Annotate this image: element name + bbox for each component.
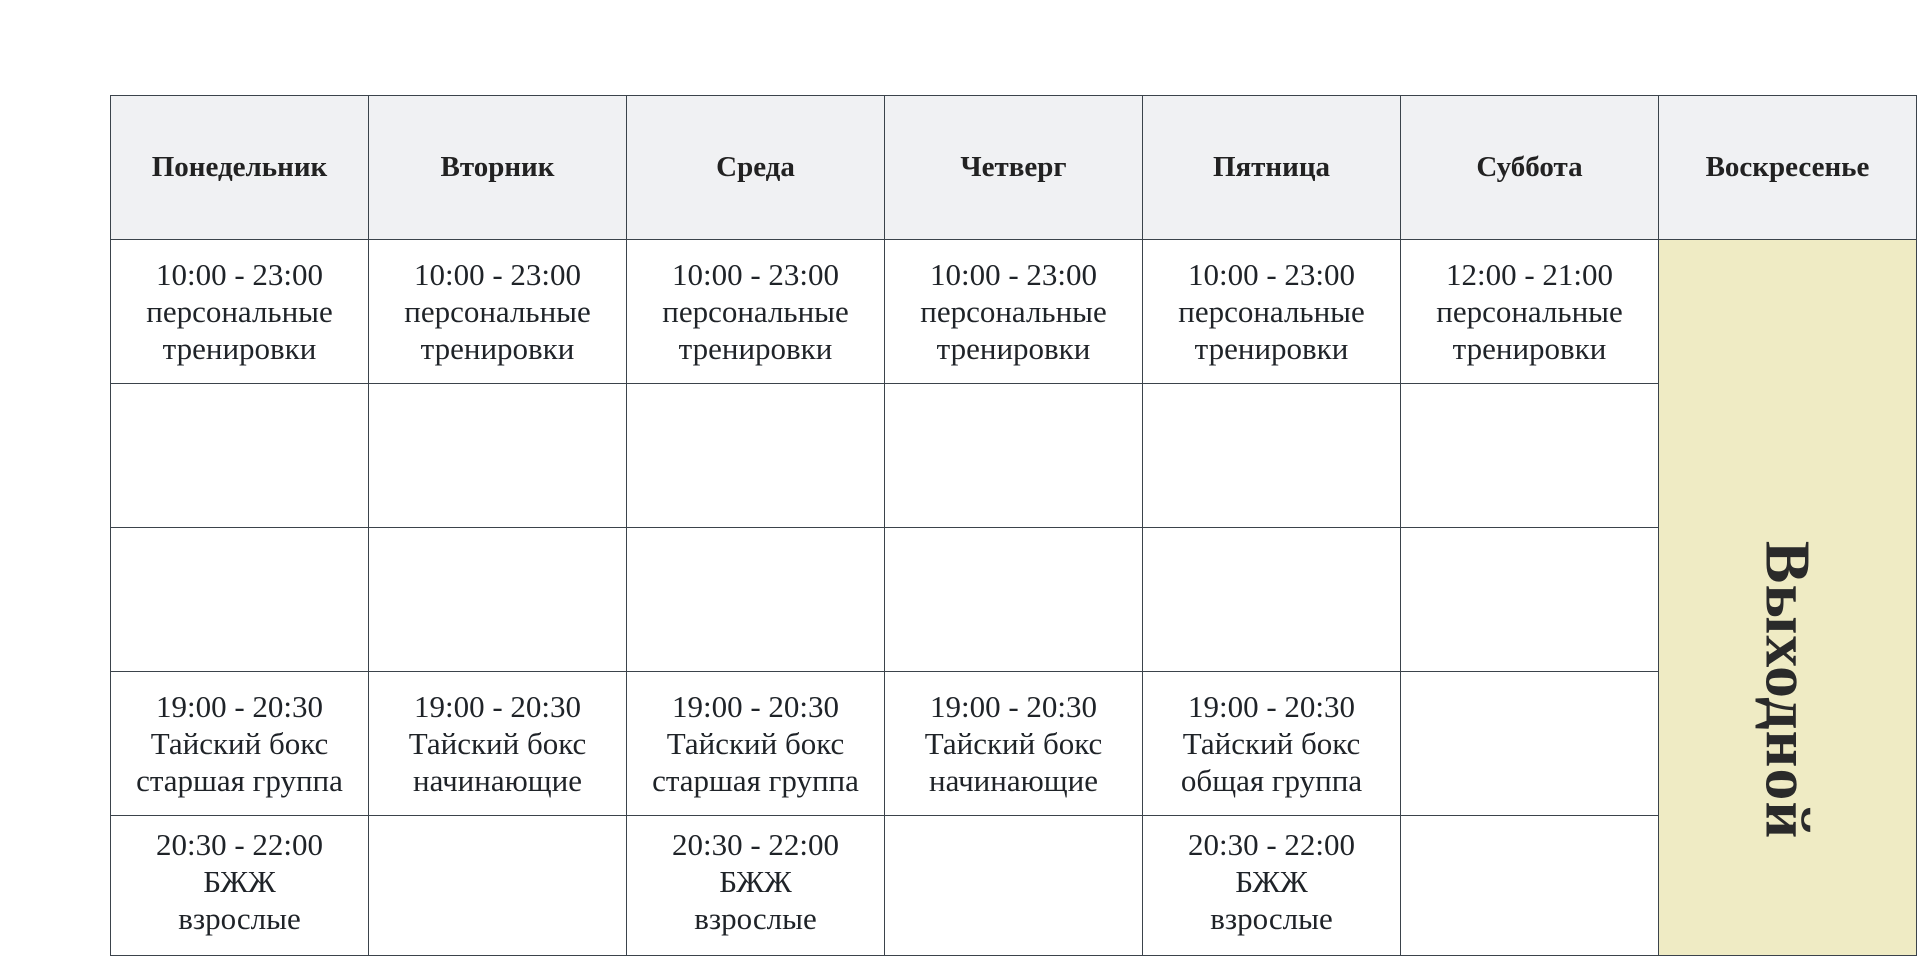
session-time: 10:00 - 23:00 (1187, 257, 1356, 292)
session-label: начинающие (412, 763, 583, 798)
session-label: взрослые (178, 901, 301, 936)
slot-thursday (885, 672, 1143, 816)
session-label: общая группа (1180, 763, 1363, 798)
slot-wednesday (627, 384, 885, 528)
session-label: тренировки (1452, 331, 1607, 366)
session-label: тренировки (420, 331, 575, 366)
slot-saturday (1401, 672, 1659, 816)
sunday-day-off-cell (1659, 240, 1917, 956)
slot-wednesday (627, 240, 885, 384)
header-row (111, 96, 1917, 240)
session-label: персональные (404, 294, 591, 329)
session-label: Тайский бокс (150, 726, 329, 761)
day-header-thursday: Четверг (885, 96, 1143, 240)
session-time: 20:30 - 22:00 (155, 827, 324, 862)
slot-thursday (885, 528, 1143, 672)
schedule-row (111, 672, 1917, 816)
slot-friday (1143, 384, 1401, 528)
day-header-wednesday: Среда (627, 96, 885, 240)
session-label: старшая группа (652, 763, 859, 798)
slot-saturday (1401, 816, 1659, 956)
session-time: 19:00 - 20:30 (929, 689, 1098, 724)
session-label: взрослые (1210, 901, 1333, 936)
slot-monday (111, 528, 369, 672)
slot-tuesday (369, 384, 627, 528)
day-header-tuesday: Вторник (369, 96, 627, 240)
session-label: БЖЖ (719, 864, 792, 899)
session-label: персональные (146, 294, 333, 329)
slot-saturday (1401, 240, 1659, 384)
session-label: тренировки (678, 331, 833, 366)
session-label: Тайский бокс (924, 726, 1103, 761)
schedule-row (111, 384, 1917, 528)
session-label: тренировки (936, 331, 1091, 366)
session-time: 19:00 - 20:30 (413, 689, 582, 724)
session-time: 19:00 - 20:30 (1187, 689, 1356, 724)
session-label: Тайский бокс (1182, 726, 1361, 761)
schedule-row (111, 240, 1917, 384)
slot-thursday (885, 240, 1143, 384)
session-label: персональные (1436, 294, 1623, 329)
slot-saturday (1401, 384, 1659, 528)
day-header-saturday: Суббота (1401, 96, 1659, 240)
slot-friday (1143, 672, 1401, 816)
day-header-monday: Понедельник (111, 96, 369, 240)
session-time: 10:00 - 23:00 (671, 257, 840, 292)
slot-wednesday (627, 672, 885, 816)
day-header-sunday: Воскресенье (1659, 96, 1917, 240)
slot-thursday (885, 384, 1143, 528)
day-header-friday: Пятница (1143, 96, 1401, 240)
slot-tuesday (369, 528, 627, 672)
session-label: тренировки (1194, 331, 1349, 366)
slot-friday (1143, 240, 1401, 384)
slot-monday (111, 672, 369, 816)
session-time: 19:00 - 20:30 (671, 689, 840, 724)
slot-wednesday (627, 528, 885, 672)
slot-wednesday (627, 816, 885, 956)
slot-tuesday (369, 240, 627, 384)
session-label: тренировки (162, 331, 317, 366)
session-label: начинающие (928, 763, 1099, 798)
slot-thursday (885, 816, 1143, 956)
session-time: 12:00 - 21:00 (1445, 257, 1614, 292)
slot-monday (111, 816, 369, 956)
schedule-table (110, 95, 1917, 956)
slot-friday (1143, 528, 1401, 672)
slot-monday (111, 384, 369, 528)
schedule-row (111, 816, 1917, 956)
session-label: персональные (1178, 294, 1365, 329)
slot-saturday (1401, 528, 1659, 672)
session-label: взрослые (694, 901, 817, 936)
session-time: 20:30 - 22:00 (1187, 827, 1356, 862)
slot-monday (111, 240, 369, 384)
session-label: БЖЖ (203, 864, 276, 899)
slot-tuesday (369, 816, 627, 956)
session-time: 10:00 - 23:00 (155, 257, 324, 292)
session-label: Тайский бокс (408, 726, 587, 761)
schedule-row (111, 528, 1917, 672)
slot-tuesday (369, 672, 627, 816)
session-label: Тайский бокс (666, 726, 845, 761)
slot-friday (1143, 816, 1401, 956)
session-label: персональные (662, 294, 849, 329)
session-label: старшая группа (136, 763, 343, 798)
session-label: персональные (920, 294, 1107, 329)
day-off-label: Выходной (1752, 540, 1823, 840)
session-label: БЖЖ (1235, 864, 1308, 899)
session-time: 10:00 - 23:00 (413, 257, 582, 292)
session-time: 19:00 - 20:30 (155, 689, 324, 724)
session-time: 10:00 - 23:00 (929, 257, 1098, 292)
session-time: 20:30 - 22:00 (671, 827, 840, 862)
